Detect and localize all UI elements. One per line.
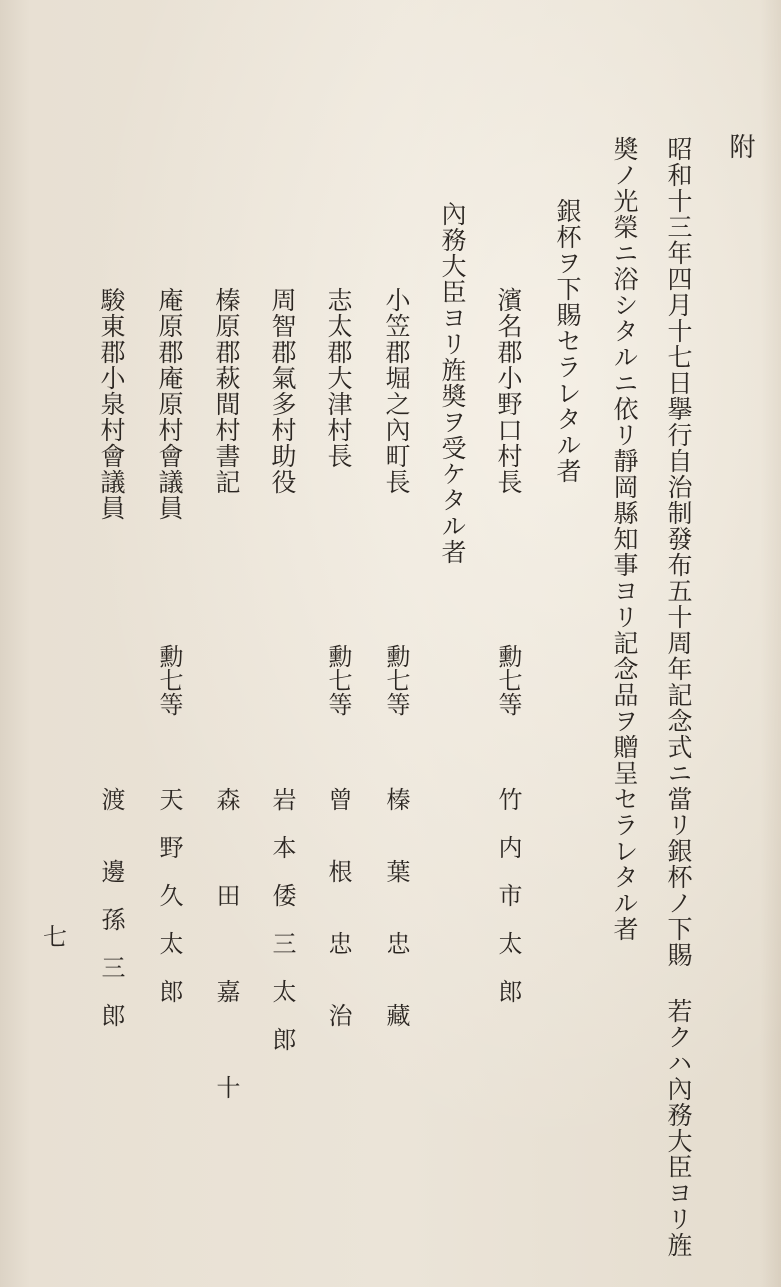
entry-title: 小笠郡堀之內町長	[382, 287, 411, 495]
intro-line-1: 昭和十三年四月十七日擧行自治制發布五十周年記念式ニ當リ銀杯ノ下賜 若クハ內務大臣ヨリ旌	[664, 136, 693, 1258]
entry-name: 森 田 嘉 十	[212, 787, 240, 1099]
entry-name: 竹 内 市 太 郎	[494, 787, 522, 1003]
entry-title: 駿東郡小泉村會議員	[97, 287, 126, 521]
entry-name: 曾 根 忠 治	[324, 787, 352, 1027]
entry-name: 天 野 久 太 郎	[155, 787, 183, 1003]
entry-rank: 勳七等	[494, 644, 522, 716]
page-number: 七	[43, 923, 67, 951]
entry-name: 岩 本 倭 三 太 郎	[268, 787, 296, 1051]
intro-line-2: 奬ノ光榮ニ浴シタルニ依リ靜岡縣知事ヨリ記念品ヲ贈呈セラレタル者	[610, 136, 639, 942]
entry-rank: 勳七等	[324, 644, 352, 716]
entry-title: 志太郡大津村長	[324, 287, 353, 469]
entry-name: 渡 邊 孫 三 郎	[97, 787, 125, 1027]
entry-title: 濱名郡小野口村長	[494, 287, 523, 495]
section-heading-silver-cup: 銀杯ヲ下賜セラレタル者	[553, 198, 582, 484]
entry-name: 榛 葉 忠 藏	[382, 787, 410, 1027]
entry-rank: 勳七等	[155, 644, 183, 716]
section-heading-commendation: 內務大臣ヨリ旌奬ヲ受ケタル者	[438, 201, 467, 565]
entry-title: 庵原郡庵原村會議員	[155, 287, 184, 521]
entry-title: 榛原郡萩間村書記	[212, 287, 241, 495]
appendix-mark: 附	[725, 133, 755, 159]
entry-title: 周智郡氣多村助役	[268, 287, 297, 495]
entry-rank: 勳七等	[382, 644, 410, 716]
